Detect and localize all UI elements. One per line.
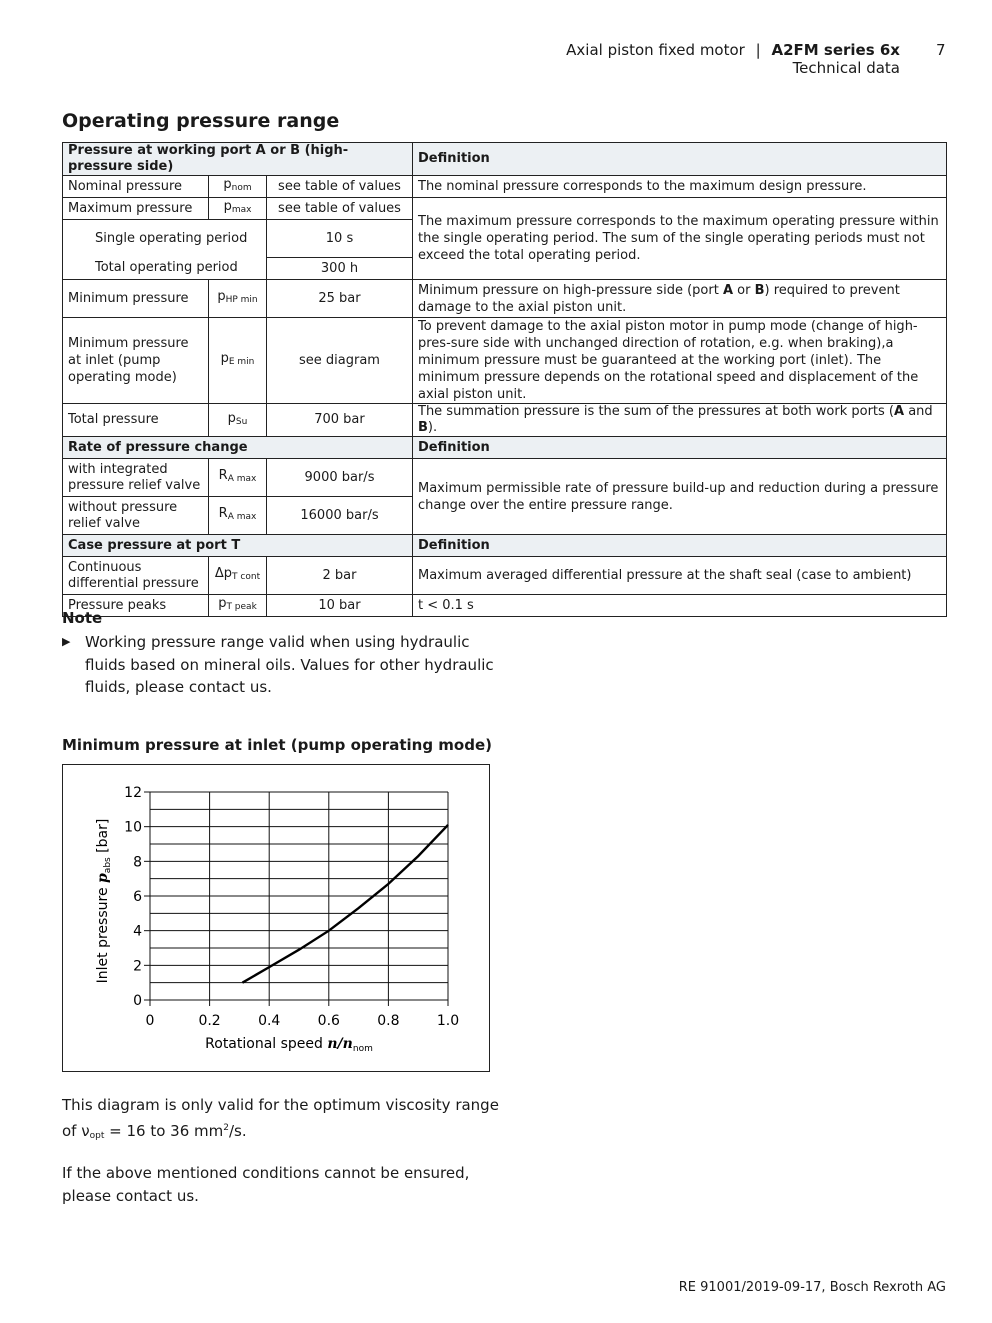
- conditions-paragraph: If the above mentioned conditions cannot be ensured, please contact us.: [62, 1164, 470, 1205]
- row-symbol: $p_{nom}$: [209, 176, 267, 198]
- table-row: [63, 557, 947, 595]
- note-text: Working pressure range valid when using hydraulic fluids based on mineral oils. Values for other hydraulic fluids, please contact us.: [85, 633, 494, 696]
- section-title: Operating pressure range: [62, 110, 340, 132]
- row-value: 9000 bar/s: [267, 459, 413, 497]
- row-definition: Maximum averaged differential pressure at the shaft seal (case to ambient): [413, 557, 947, 595]
- header-series: A2FM series 6x: [771, 41, 900, 59]
- row-label: Total pressure: [63, 404, 209, 437]
- table-row: [63, 176, 947, 198]
- x-tick-label: 0.8: [377, 1013, 400, 1029]
- case-header-row: [63, 535, 947, 557]
- pressure-table: [62, 142, 947, 617]
- inlet-pressure-chart: [63, 765, 489, 1071]
- row-definition: The nominal pressure corresponds to the maximum design pressure.: [413, 176, 947, 198]
- row-value: 300 h: [267, 258, 413, 280]
- row-value: 2 bar: [267, 557, 413, 595]
- row-definition: Minimum pressure on high-pressure side (port A or B) required to prevent damage to the axial piston unit.: [413, 280, 947, 318]
- row-definition: t < 0.1 s: [413, 595, 947, 617]
- row-label: Continuous differential pressure: [63, 557, 209, 595]
- row-symbol: $R_{A max}$: [209, 459, 267, 497]
- y-tick-label: 8: [133, 854, 142, 871]
- row-symbol: $p_{Su}$: [209, 404, 267, 437]
- row-label: Maximum pressure: [63, 198, 209, 220]
- x-axis-label: Rotational speed $n/n_{nom}$: [205, 1036, 373, 1054]
- row-value: see table of values: [267, 176, 413, 198]
- row-symbol: $\Delta p_{T cont}$: [209, 557, 267, 595]
- table-row: [63, 595, 947, 617]
- y-axis-label: Inlet pressure $p_{abs}$ [bar]: [95, 818, 113, 984]
- header-line-1: [566, 41, 900, 59]
- chart-title: Minimum pressure at inlet (pump operating mode): [62, 736, 492, 754]
- definition-header: Definition: [413, 143, 947, 176]
- page-number: 7: [936, 41, 946, 59]
- pressure-curve: [242, 825, 448, 983]
- row-value: see diagram: [267, 318, 413, 404]
- row-label: Total operating period: [63, 258, 267, 280]
- row-symbol: $p_{HP min}$: [209, 280, 267, 318]
- row-symbol: $p_{T peak}$: [209, 595, 267, 617]
- table-row: [63, 318, 947, 404]
- row-value: 16000 bar/s: [267, 497, 413, 535]
- page-header: [566, 41, 900, 77]
- rate-definition-header: Definition: [413, 437, 947, 459]
- case-definition-header: Definition: [413, 535, 947, 557]
- header-separator: |: [755, 41, 761, 59]
- y-tick-label: 6: [133, 889, 142, 905]
- row-symbol: $R_{A max}$: [209, 497, 267, 535]
- row-value: 10 bar: [267, 595, 413, 617]
- row-label: without pressure relief valve: [63, 497, 209, 535]
- row-label: Minimum pressure at inlet (pump operating mode): [63, 318, 209, 404]
- table-row: [63, 198, 947, 220]
- row-value: 25 bar: [267, 280, 413, 318]
- row-definition: To prevent damage to the axial piston motor in pump mode (change of high-pres-sure side with unchanged direction of rotation, e.g. when braking),a minimum pressure must be guaranteed at the working port (inlet). The minimum pressure depends on the rotational speed and displacement of the axial piston unit.: [413, 318, 947, 404]
- y-tick-label: 4: [133, 923, 142, 940]
- chart-frame: [62, 764, 490, 1072]
- bullet-icon: ▶: [62, 635, 71, 648]
- table-row: [63, 404, 947, 437]
- x-tick-label: 0.6: [317, 1013, 340, 1029]
- row-label: Single operating period: [63, 220, 267, 258]
- header-section: Technical data: [792, 59, 900, 77]
- row-label: Minimum pressure: [63, 280, 209, 318]
- row-definition: The summation pressure is the sum of the pressures at both work ports (A and B).: [413, 404, 947, 437]
- table-header-row: [63, 143, 947, 176]
- row-symbol: $p_{E min}$: [209, 318, 267, 404]
- viscosity-paragraph: This diagram is only valid for the optimum viscosity range of $\nu_{opt} = 16$ to 36 $mm^2/s$.: [62, 1096, 499, 1141]
- row-definition: The maximum pressure corresponds to the maximum operating pressure within the single operating period. The sum of the single operating periods must not exceed the total operating period.: [413, 198, 947, 280]
- row-value: 10 s: [267, 220, 413, 258]
- rate-header-row: [63, 437, 947, 459]
- row-symbol: $p_{max}$: [209, 198, 267, 220]
- y-tick-label: 10: [124, 819, 142, 836]
- x-tick-label: 0.4: [258, 1013, 281, 1029]
- note-title: Note: [62, 609, 103, 627]
- x-tick-label: 1.0: [436, 1013, 460, 1029]
- row-label: Nominal pressure: [63, 176, 209, 198]
- row-value: 700 bar: [267, 404, 413, 437]
- case-header: Case pressure at port T: [63, 535, 413, 557]
- row-definition: Maximum permissible rate of pressure build-up and reduction during a pressure change over the entire pressure range.: [413, 459, 947, 535]
- y-tick-label: 0: [133, 993, 142, 1009]
- page-footer: RE 91001/2019-09-17, Bosch Rexroth AG: [678, 1280, 946, 1295]
- y-tick-label: 2: [133, 958, 142, 975]
- rate-header: Rate of pressure change: [63, 437, 413, 459]
- y-tick-label: 12: [124, 785, 142, 801]
- header-product: Axial piston fixed motor: [566, 41, 745, 59]
- x-tick-label: 0.2: [198, 1013, 221, 1029]
- row-value: see table of values: [267, 198, 413, 220]
- table-row: [63, 459, 947, 497]
- table-row: [63, 280, 947, 318]
- row-label: Pressure peaks: [63, 595, 209, 617]
- row-label: with integrated pressure relief valve: [63, 459, 209, 497]
- pressure-header: Pressure at working port A or B (high-pressure side): [63, 143, 413, 176]
- x-tick-label: 0: [145, 1013, 155, 1029]
